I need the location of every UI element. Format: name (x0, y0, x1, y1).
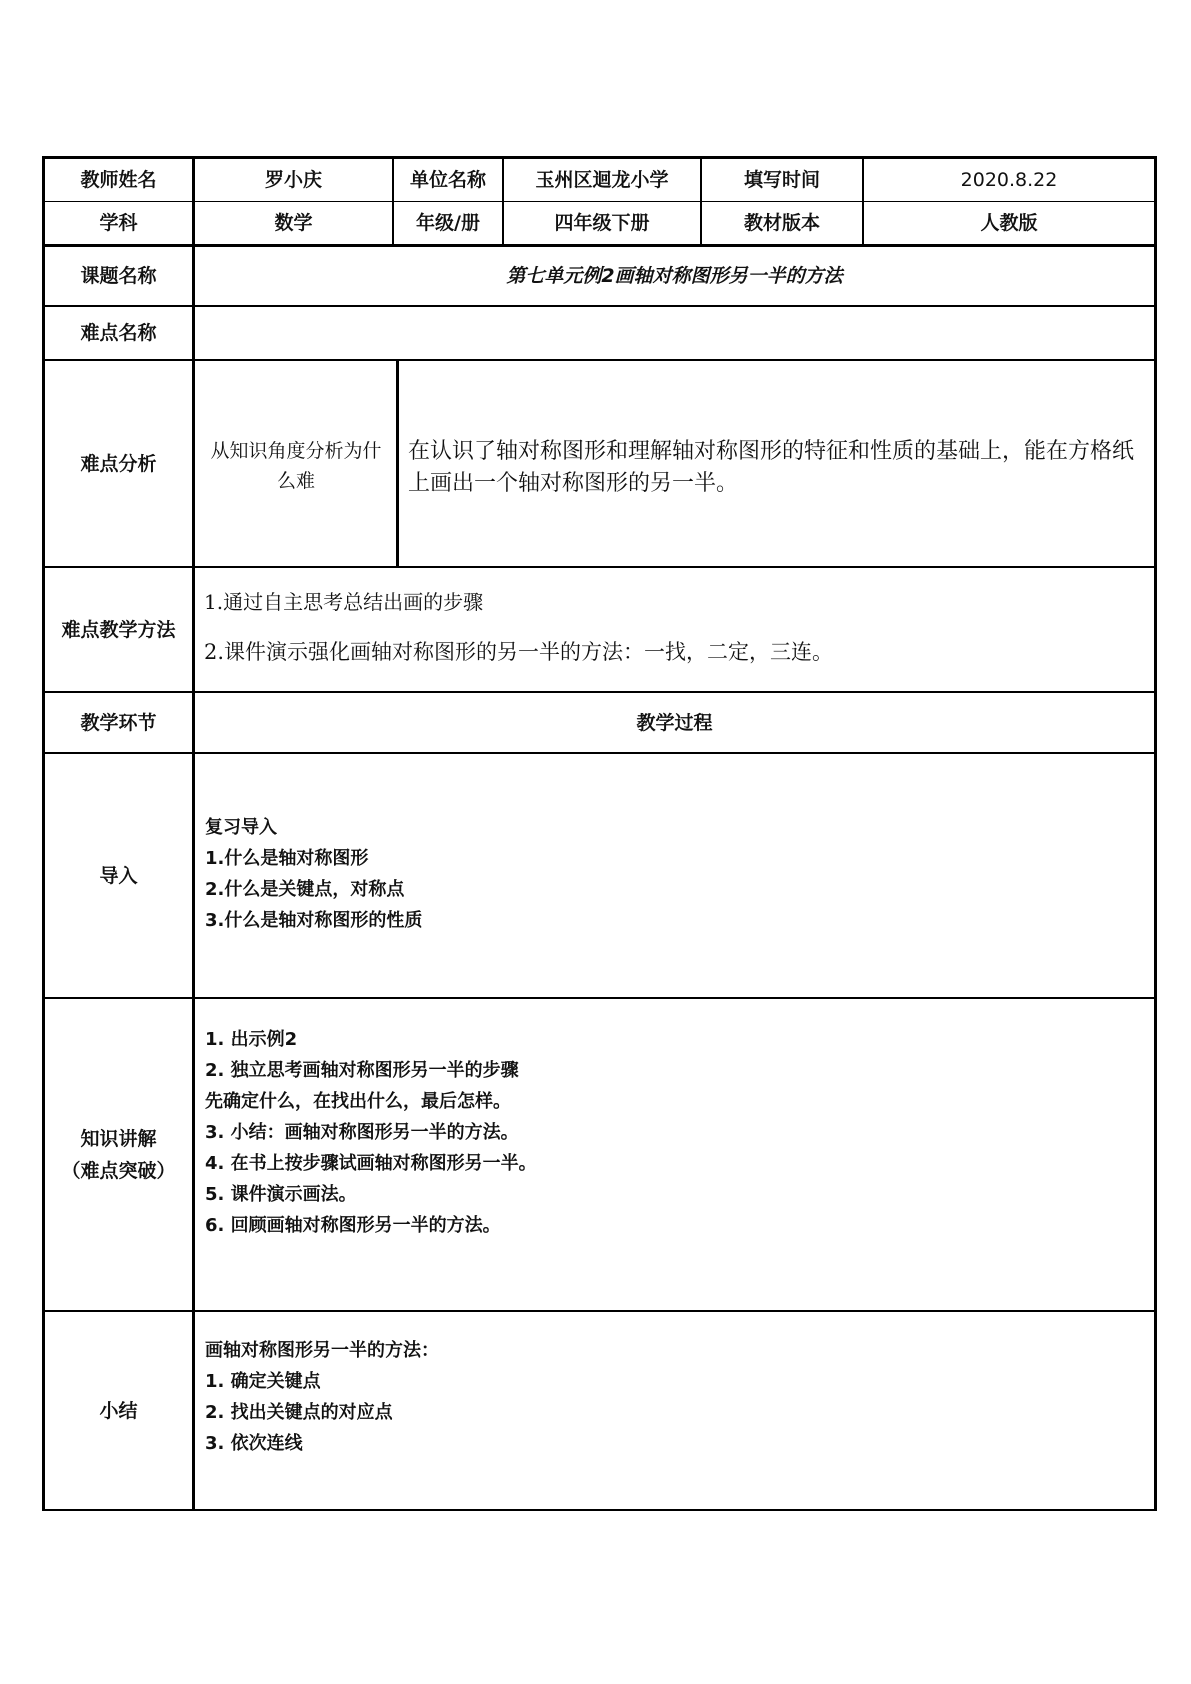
knowledge-label-line: 知识讲解 (80, 1127, 157, 1150)
list-item: 复习导入 (205, 817, 277, 838)
list-item: 3. 依次连线 (205, 1433, 303, 1454)
summary-content (205, 1335, 439, 1459)
grade-label: 年级/册 (416, 212, 480, 234)
label-column-divider (192, 156, 195, 1511)
list-item: 2. 独立思考画轴对称图形另一半的步骤 (205, 1060, 519, 1081)
row-divider (42, 997, 1157, 999)
list-item: 6. 回顾画轴对称图形另一半的方法。 (205, 1215, 501, 1236)
list-item: 3. 小结：画轴对称图形另一半的方法。 (205, 1122, 519, 1143)
grade-value: 四年级下册 (554, 212, 650, 234)
table-bottom-border (42, 1509, 1157, 1511)
teacher-name-value: 罗小庆 (264, 169, 322, 191)
list-item: 先确定什么，在找出什么，最后怎样。 (205, 1091, 511, 1112)
list-item: 3.什么是轴对称图形的性质 (205, 910, 423, 931)
subject-label: 学科 (99, 212, 138, 234)
unit-label: 单位名称 (409, 169, 486, 191)
difficulty-name-value (195, 307, 1154, 359)
table-right-border (1154, 156, 1157, 1511)
row-divider (42, 1310, 1157, 1312)
difficulty-analysis-sublabel: 从知识角度分析为什么难 (210, 440, 382, 492)
unit-value: 玉州区迴龙小学 (535, 169, 669, 191)
fill-time-value: 2020.8.22 (960, 169, 1058, 191)
process-header: 教学过程 (636, 711, 713, 734)
row-divider (42, 566, 1157, 568)
subject-value: 数学 (274, 212, 313, 234)
topic-value: 第七单元例2画轴对称图形另一半的方法 (506, 265, 843, 287)
fill-time-label: 填写时间 (743, 169, 820, 191)
difficulty-analysis-label: 难点分析 (80, 452, 157, 475)
teaching-method-label: 难点教学方法 (61, 618, 176, 641)
list-item: 2. 找出关键点的对应点 (205, 1402, 393, 1423)
difficulty-analysis-text: 在认识了轴对称图形和理解轴对称图形的特征和性质的基础上，能在方格纸上画出一个轴对称图形的另一半。 (408, 439, 1135, 496)
knowledge-label-line: （难点突破） (61, 1159, 176, 1182)
knowledge-content (205, 1024, 537, 1241)
topic-label: 课题名称 (80, 265, 157, 287)
intro-label: 导入 (99, 864, 138, 887)
list-item: 4. 在书上按步骤试画轴对称图形另一半。 (205, 1153, 537, 1174)
list-item: 画轴对称图形另一半的方法： (205, 1340, 439, 1361)
list-item: 2.什么是关键点，对称点 (205, 879, 405, 900)
list-item: 5. 课件演示画法。 (205, 1184, 357, 1205)
difficulty-name-label: 难点名称 (80, 322, 157, 344)
intro-content (205, 812, 422, 936)
teacher-name-label: 教师姓名 (80, 169, 157, 191)
knowledge-label (45, 999, 192, 1310)
list-item: 1.什么是轴对称图形 (205, 848, 369, 869)
edition-label: 教材版本 (743, 212, 820, 234)
list-item: 1. 出示例2 (205, 1029, 298, 1050)
analysis-column-divider (396, 359, 399, 568)
edition-value: 人教版 (980, 212, 1038, 234)
list-item: 1. 确定关键点 (205, 1371, 321, 1392)
stage-header: 教学环节 (80, 711, 157, 734)
row-divider (42, 359, 1157, 361)
teaching-method-item: 1.通过自主思考总结出画的步骤 (204, 590, 484, 614)
row-divider (42, 752, 1157, 754)
summary-label: 小结 (99, 1399, 138, 1422)
teaching-method-item: 2.课件演示强化画轴对称图形的另一半的方法：一找，二定，三连。 (204, 640, 834, 664)
